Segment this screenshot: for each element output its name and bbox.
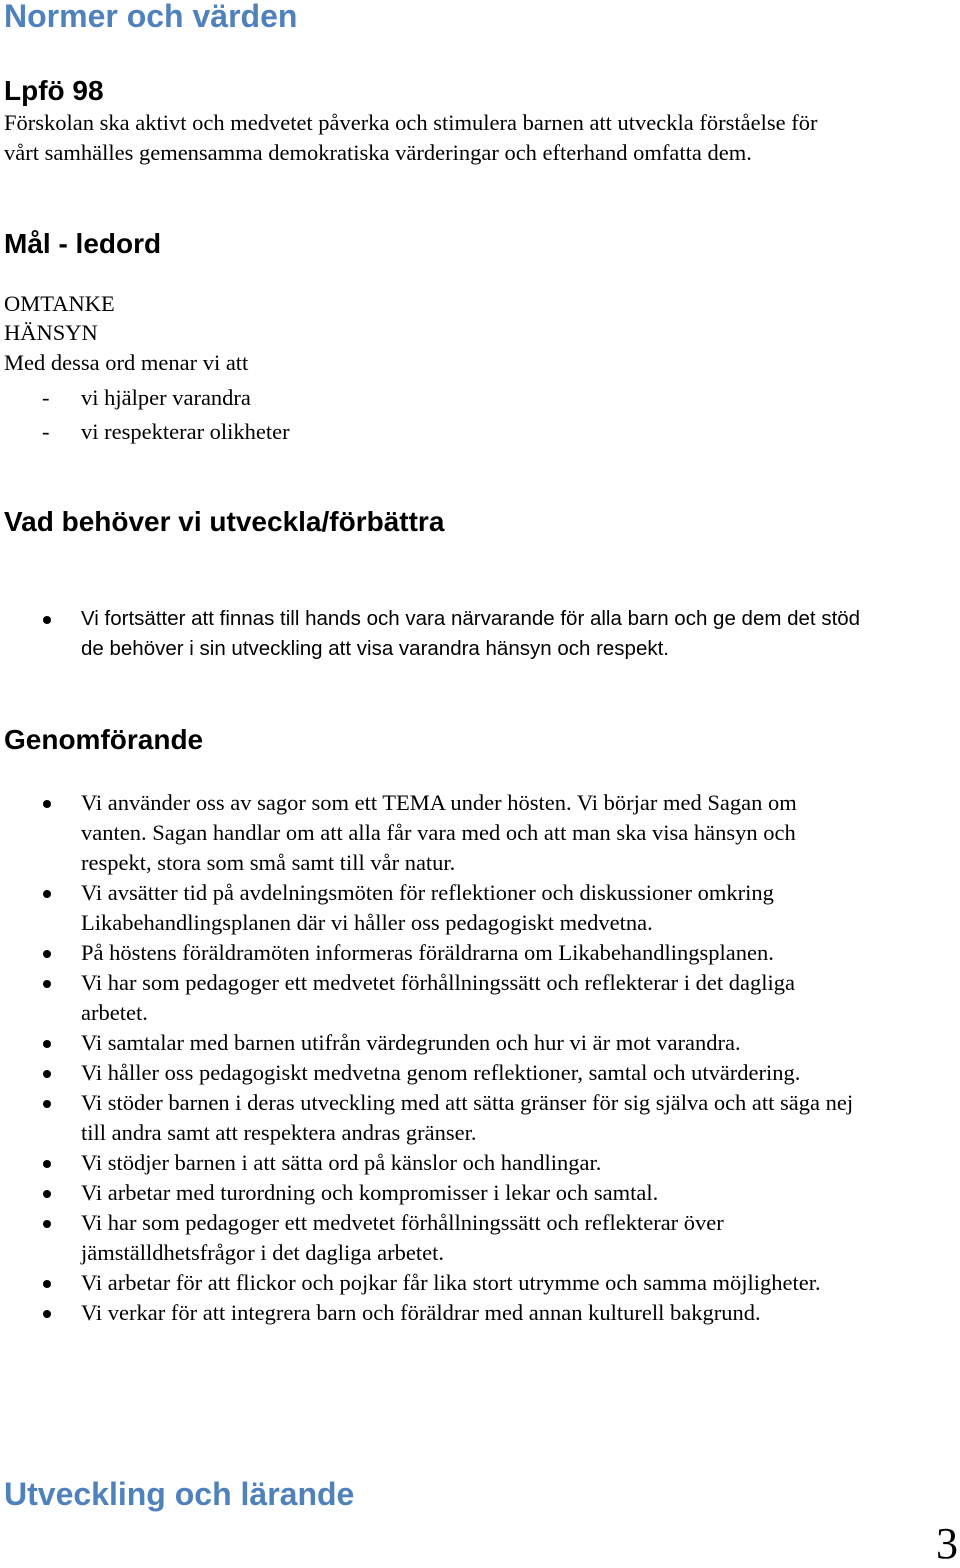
- list-item-line: Vi stödjer barnen i att sätta ord på känslor och handlingar.: [81, 1150, 602, 1175]
- list-item-line: Vi har som pedagoger ett medvetet förhållningssätt och reflekterar över: [81, 1210, 724, 1235]
- heading-mal-ledord: Mål - ledord: [4, 228, 162, 259]
- list-item-line: respekt, stora som små samt till vår natur.: [81, 850, 456, 875]
- list-item-line: Vi använder oss av sagor som ett TEMA under hösten. Vi börjar med Sagan om: [81, 790, 797, 815]
- list-item: [0, 604, 860, 664]
- list-item-line: Vi håller oss pedagogiskt medvetna genom reflektioner, samtal och utvärdering.: [81, 1060, 801, 1085]
- utveckla-bullet-list: [0, 604, 860, 664]
- list-item-line: Vi arbetar för att flickor och pojkar får lika stort utrymme och samma möjligheter.: [81, 1270, 821, 1295]
- ledord-intro: Med dessa ord menar vi att: [4, 350, 249, 375]
- list-item: [0, 1148, 853, 1178]
- list-item-line: Vi samtalar med barnen utifrån värdegrunden och hur vi är mot varandra.: [81, 1030, 741, 1055]
- genomforande-bullet-list: [0, 788, 853, 1328]
- section-title-normer: Normer och värden: [4, 0, 298, 34]
- list-item: [0, 968, 853, 1028]
- list-item-line: Vi fortsätter att finnas till hands och vara närvarande för alla barn och ge dem det stöd: [81, 607, 861, 630]
- heading-utveckla: Vad behöver vi utveckla/förbättra: [4, 506, 445, 537]
- list-item: [0, 1028, 853, 1058]
- list-item: [0, 1058, 853, 1088]
- list-item: [0, 878, 853, 938]
- list-item-line: Vi avsätter tid på avdelningsmöten för reflektioner och diskussioner omkring: [81, 880, 774, 905]
- ledord-dash-list: [0, 381, 290, 449]
- list-item-line: arbetet.: [81, 1000, 148, 1025]
- list-item-line: jämställdhetsfrågor i det dagliga arbetet.: [81, 1240, 444, 1265]
- list-item: [0, 1298, 853, 1328]
- lpfo-line-2: vårt samhälles gemensamma demokratiska värderingar och efterhand omfatta dem.: [4, 140, 752, 165]
- ledord-word-2: HÄNSYN: [4, 320, 98, 345]
- list-item-line: Likabehandlingsplanen där vi håller oss pedagogiskt medvetna.: [81, 910, 653, 935]
- ledord-word-1: OMTANKE: [4, 291, 115, 316]
- list-item: [0, 1268, 853, 1298]
- list-item: [0, 1208, 853, 1268]
- list-item: [0, 1088, 853, 1148]
- page-number: 3: [936, 1519, 958, 1568]
- list-item-line: de behöver i sin utveckling att visa varandra hänsyn och respekt.: [81, 637, 669, 660]
- list-item: [0, 788, 853, 878]
- list-item-line: till andra samt att respektera andras gränser.: [81, 1120, 477, 1145]
- list-item-line: Vi verkar för att integrera barn och föräldrar med annan kulturell bakgrund.: [81, 1300, 761, 1325]
- list-item-line: På höstens föräldramöten informeras föräldrarna om Likabehandlingsplanen.: [81, 940, 774, 965]
- list-item-line: vanten. Sagan handlar om att alla får vara med och att man ska visa hänsyn och: [81, 820, 796, 845]
- list-item-line: Vi arbetar med turordning och kompromisser i lekar och samtal.: [81, 1180, 659, 1205]
- heading-genomforande: Genomförande: [4, 724, 204, 755]
- list-item: - vi hjälper varandra: [0, 381, 290, 415]
- lpfo-line-1: Förskolan ska aktivt och medvetet påverka och stimulera barnen att utveckla förståelse för: [4, 110, 818, 135]
- section-title-larande: Utveckling och lärande: [4, 1476, 355, 1512]
- list-item-line: Vi har som pedagoger ett medvetet förhållningssätt och reflekterar i det dagliga: [81, 970, 796, 995]
- list-item-line: Vi stöder barnen i deras utveckling med att sätta gränser för sig själva och att säga nej: [81, 1090, 854, 1115]
- list-item: [0, 938, 853, 968]
- heading-lpfo: Lpfö 98: [4, 75, 104, 106]
- list-item: [0, 1178, 853, 1208]
- list-item: - vi respekterar olikheter: [0, 415, 290, 449]
